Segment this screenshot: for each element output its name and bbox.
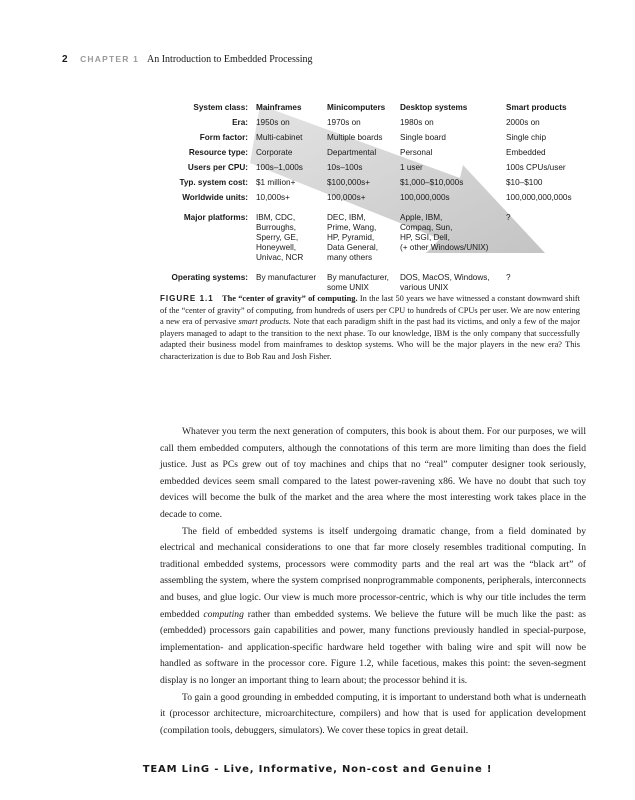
table-cell: 10,000s+ bbox=[256, 193, 290, 202]
row-label: Resource type: bbox=[188, 148, 248, 157]
figure-caption bbox=[160, 293, 580, 363]
os-line: some UNIX bbox=[327, 283, 369, 292]
table-cell: $1 million+ bbox=[256, 178, 296, 187]
column-header: Desktop systems bbox=[400, 103, 468, 112]
platform-line: ? bbox=[506, 213, 511, 222]
row-label: Typ. system cost: bbox=[179, 178, 248, 187]
platform-line: IBM, CDC, bbox=[256, 213, 296, 222]
column-header: Smart products bbox=[506, 103, 567, 112]
platform-cell bbox=[506, 213, 511, 223]
os-line: various UNIX bbox=[400, 283, 449, 292]
os-cell bbox=[400, 273, 490, 293]
paragraph-text: The field of embedded systems is itself undergoing dramatic change, from a field dominated by electrical and mechanical considerations to one that far more closely resembles traditional computing. In traditional embedded systems, processors were commodity parts and the real art was the “black art” of assembling the system, where the system comprised nonprogrammable components, peripherals, interconnects and buses, and glue logic. Our view is much more processor-centric, which is why our title includes the term embedded bbox=[160, 525, 586, 620]
table-cell: $100,000s+ bbox=[327, 178, 371, 187]
table-cell: Single chip bbox=[506, 133, 547, 142]
platform-line: Univac, NCR bbox=[256, 253, 304, 262]
platform-cell bbox=[256, 213, 303, 263]
platform-line: Sperry, GE, bbox=[256, 233, 299, 242]
figure-label: FIGURE 1.1 bbox=[160, 294, 214, 303]
table-cell: 2000s on bbox=[506, 118, 540, 127]
table-cell: 100s–1,000s bbox=[256, 163, 303, 172]
table-cell: Personal bbox=[400, 148, 433, 157]
platform-line: many others bbox=[327, 253, 373, 262]
platform-line: Compaq, Sun, bbox=[400, 223, 453, 232]
table-cell: 1970s on bbox=[327, 118, 361, 127]
platform-line: DEC, IBM, bbox=[327, 213, 366, 222]
page-number: 2 bbox=[62, 54, 68, 65]
figure-table bbox=[160, 103, 590, 292]
table-cell: Corporate bbox=[256, 148, 293, 157]
row-label: Major platforms: bbox=[183, 213, 248, 222]
row-label: Era: bbox=[232, 118, 248, 127]
caption-text: Note that each paradigm shift in the past had its victims, and only a few of the major players managed to adapt to the transition to the next phase. To our knowledge, IBM is the only company that successfully adapted their business model from mainframes to desktop systems. Who will be the major players in the new era? This characterization is due to Bob Rau and Josh Fisher. bbox=[160, 317, 581, 361]
os-cell bbox=[327, 273, 389, 293]
row-label: Operating systems: bbox=[171, 273, 248, 282]
running-head bbox=[62, 54, 313, 65]
header-label: System class: bbox=[193, 103, 248, 112]
table-cell: Departmental bbox=[327, 148, 377, 157]
row-label: Form factor: bbox=[199, 133, 248, 142]
platform-line: HP, SGI, Dell, bbox=[400, 233, 450, 242]
body-text bbox=[160, 424, 586, 739]
platform-line: Burroughs, bbox=[256, 223, 297, 232]
os-cell bbox=[506, 273, 511, 283]
table-cell: 1950s on bbox=[256, 118, 290, 127]
row-label: Users per CPU: bbox=[187, 163, 248, 172]
platform-line: Honeywell, bbox=[256, 243, 297, 252]
platform-cell bbox=[400, 213, 489, 253]
caption-title: The “center of gravity” of computing. bbox=[222, 294, 358, 303]
platform-cell bbox=[327, 213, 378, 263]
platform-line: Data General, bbox=[327, 243, 378, 252]
table-cell: 100,000,000s bbox=[400, 193, 450, 202]
footer-banner: TEAM LinG - Live, Informative, Non-cost and Genuine ! bbox=[142, 764, 493, 775]
platform-line: Prime, Wang, bbox=[327, 223, 377, 232]
table-cell: $10–$100 bbox=[506, 178, 543, 187]
paragraph: Whatever you term the next generation of computers, this book is about them. For our purposes, we will call them embedded computers, although the connotations of this term are more limiting than does the field justice. Just as PCs grew out of toy machines and chips that no “real” computer designer took seriously, embedded devices seem small compared to the latest power-ravening x86. We have no doubt that such toy devices will become the bulk of the market and the area where the most interesting work takes place in the decade to come. bbox=[160, 426, 586, 520]
table-cell: Embedded bbox=[506, 148, 546, 157]
chapter-label: CHAPTER 1 bbox=[80, 54, 140, 64]
os-line: DOS, MacOS, Windows, bbox=[400, 273, 490, 282]
table-cell: 100,000s+ bbox=[327, 193, 366, 202]
caption-emphasis: smart products. bbox=[238, 317, 291, 327]
paragraph bbox=[160, 524, 586, 690]
table-cell: 100,000,000,000s bbox=[506, 193, 572, 202]
column-header: Mainframes bbox=[256, 103, 302, 112]
platform-line: (+ other Windows/UNIX) bbox=[400, 243, 489, 252]
platform-line: Apple, IBM, bbox=[400, 213, 443, 222]
os-line: ? bbox=[506, 273, 511, 282]
platform-line: HP, Pyramid, bbox=[327, 233, 375, 242]
os-cell bbox=[256, 273, 316, 283]
chapter-title: An Introduction to Embedded Processing bbox=[147, 54, 313, 65]
table-cell: 1980s on bbox=[400, 118, 434, 127]
table-cell: Multi-cabinet bbox=[256, 133, 303, 142]
caption-text: In the last 50 years we have witnessed a constant downward shift of the “center of gravity” of computing, from hundreds of users per CPU to hundreds of CPUs per user. We are now entering a new era of pervasive bbox=[160, 294, 581, 327]
paragraph-text: rather than embedded systems. We believe the future will be much like the past: as (embedded) processors gain capabilities and power, many functions previously handled in special-purpose, implementation- and application-specific hardware held together with baling wire and spit will now be handled as software in the processor core. Figure 1.2, while facetious, makes this point: the seven-segment display is no longer an important thing to learn about; the processor behind it is. bbox=[160, 608, 586, 686]
row-label: Worldwide units: bbox=[182, 193, 248, 202]
column-header: Minicomputers bbox=[327, 103, 386, 112]
os-line: By manufacturer, bbox=[327, 273, 389, 282]
table-cell: $1,000–$10,000s bbox=[400, 178, 464, 187]
table-cell: 1 user bbox=[400, 163, 423, 172]
paragraph-emphasis: computing bbox=[203, 608, 244, 620]
paragraph: To gain a good grounding in embedded computing, it is important to understand both what is underneath it (processor architecture, microarchitecture, compilers) and how that is used for application development (compilation tools, debuggers, simulators). We cover these topics in great detail. bbox=[160, 691, 586, 736]
os-line: By manufacturer bbox=[256, 273, 317, 282]
table-cell: Multiple boards bbox=[327, 133, 383, 142]
table-cell: 10s–100s bbox=[327, 163, 363, 172]
table-cell: Single board bbox=[400, 133, 446, 142]
table-cell: 100s CPUs/user bbox=[506, 163, 566, 172]
